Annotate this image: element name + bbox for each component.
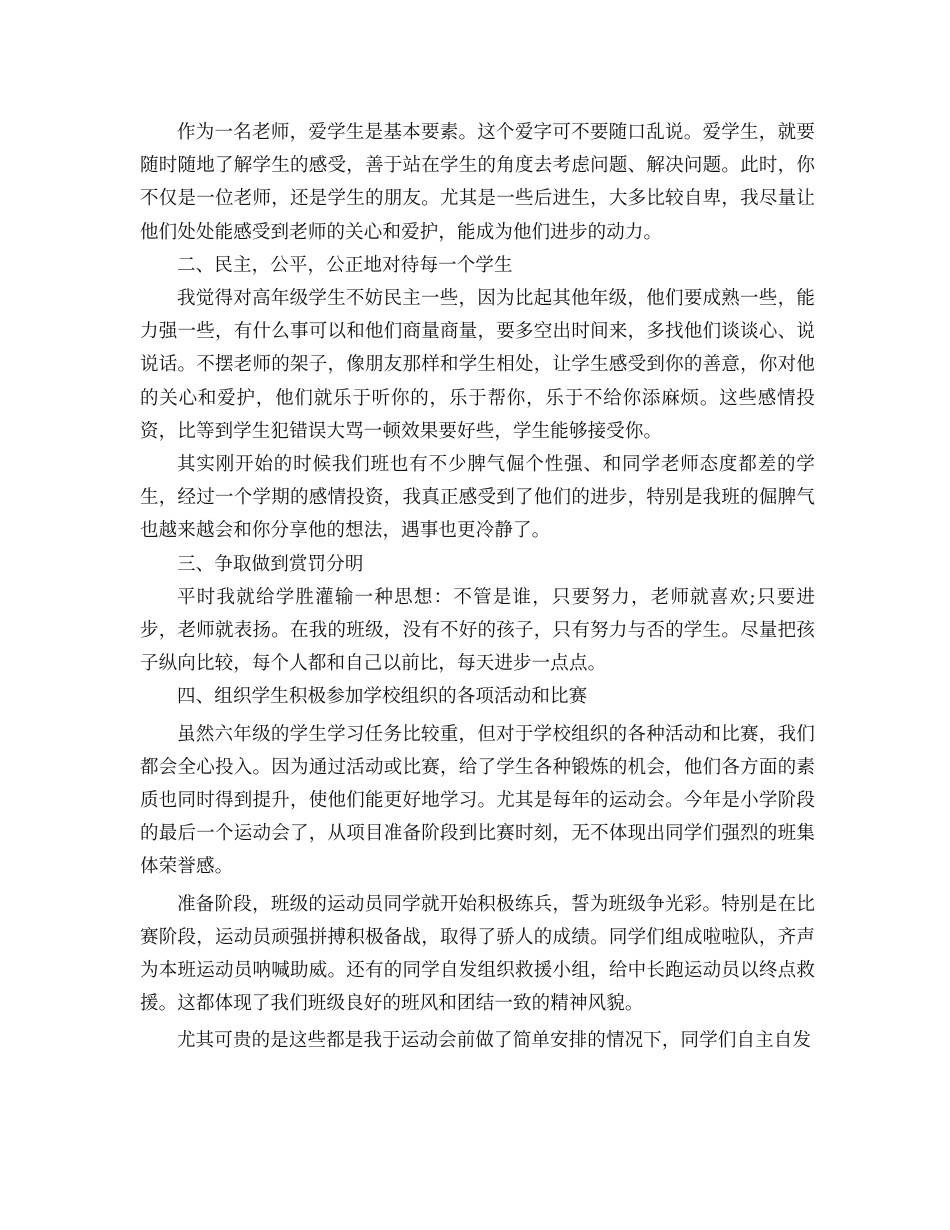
heading-democracy-fairness: 二、民主，公平，公正地对待每一个学生 [177, 254, 513, 276]
paragraph-democracy: 我觉得对高年级学生不妨民主一些，因为比起其他年级，他们要成熟一些，能力强一些，有什么事可以和他们商量商量，要多空出时间来，多找他们谈谈心、说说话。不摆老师的架子，像朋友那样和学生相处，让学生感受到你的善意，你对他的关心和爱护，他们就乐于听你的，乐于帮你，乐于不给你添麻烦。这些感情投资，比等到学生犯错误大骂一顿效果要好些，学生能够接受你。 [140, 288, 815, 442]
paragraph-reward-punishment: 平时我就给学胜灌输一种思想：不管是谁，只要努力，老师就喜欢;只要进步，老师就表扬。在我的班级，没有不好的孩子，只有努力与否的学生。尽量把孩子纵向比较，每个人都和自己以前比，每天进步一点点。 [140, 586, 815, 675]
paragraph-self-initiative: 尤其可贵的是这些都是我于运动会前做了简单安排的情况下，同学们自主自发 [177, 1030, 812, 1052]
heading-reward-punishment: 三、争取做到赏罚分明 [177, 553, 364, 575]
heading-school-activities: 四、组织学生积极参加学校组织的各项活动和比赛 [177, 686, 588, 708]
paragraph-love-students: 作为一名老师，爱学生是基本要素。这个爱字可不要随口乱说。爱学生，就要随时随地了解学生的感受，善于站在学生的角度去考虑问题、解决问题。此时，你不仅是一位老师，还是学生的朋友。尤其是一些后进生，大多比较自卑，我尽量让他们处处能感受到老师的关心和爱护，能成为他们进步的动力。 [140, 122, 815, 243]
document-body [140, 116, 815, 1058]
paragraph-emotional-investment: 其实刚开始的时候我们班也有不少脾气倔个性强、和同学老师态度都差的学生，经过一个学期的感情投资，我真正感受到了他们的进步，特别是我班的倔脾气也越来越会和你分享他的想法，遇事也更冷静了。 [140, 454, 815, 542]
paragraph-sports-meet: 准备阶段，班级的运动员同学就开始积极练兵，誓为班级争光彩。特别是在比赛阶段，运动员顽强拼搏积极备战，取得了骄人的成绩。同学们组成啦啦队，齐声为本班运动员呐喊助威。还有的同学自发组织救援小组，给中长跑运动员以终点救援。这都体现了我们班级良好的班风和团结一致的精神风貌。 [140, 893, 815, 1015]
paragraph-school-activities: 虽然六年级的学生学习任务比较重，但对于学校组织的各种活动和比赛，我们都会全心投入。因为通过活动或比赛，给了学生各种锻炼的机会，他们各方面的素质也同时得到提升，使他们能更好地学习。尤其是每年的运动会。今年是小学阶段的最后一个运动会了，从项目准备阶段到比赛时刻，无不体现出同学们强烈的班集体荣誉感。 [140, 723, 815, 878]
